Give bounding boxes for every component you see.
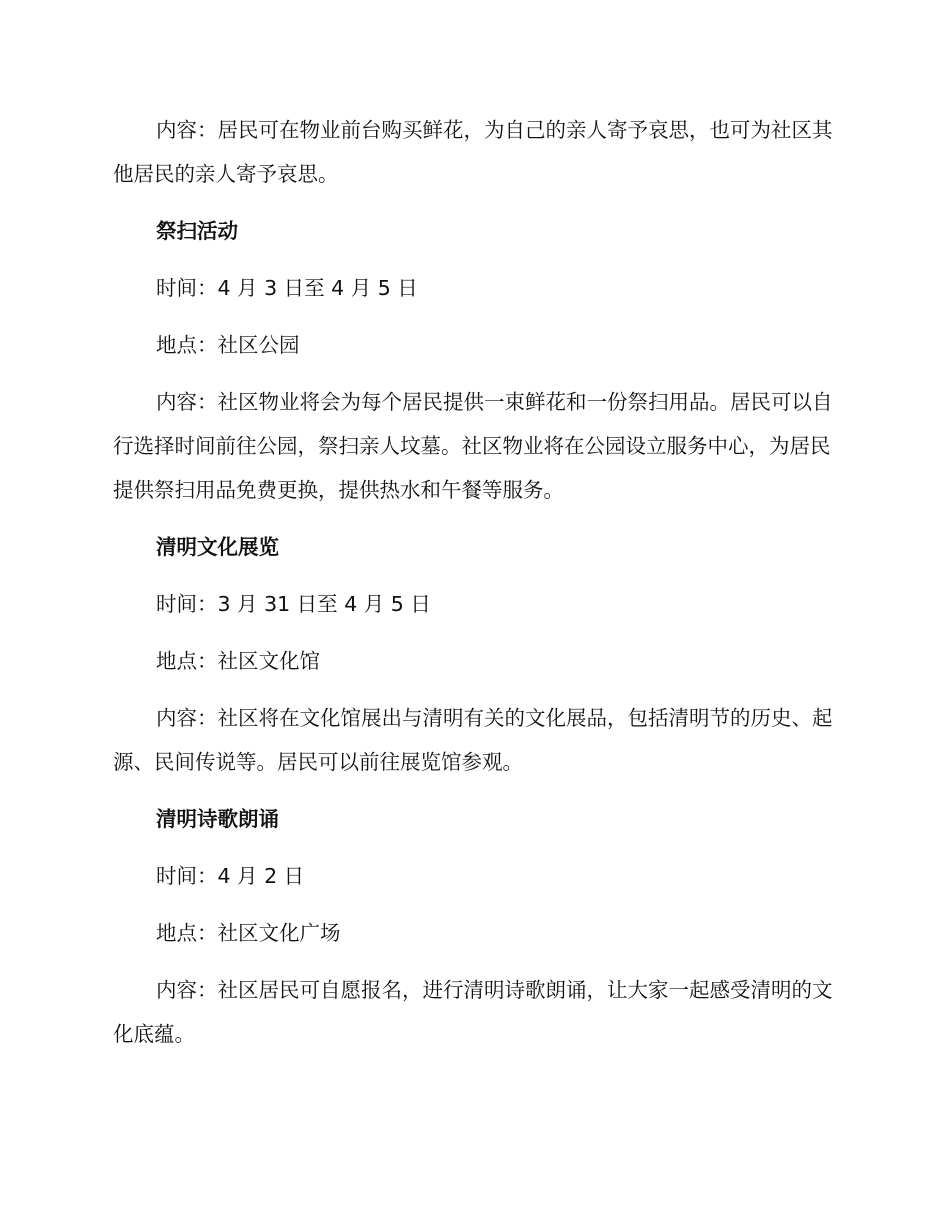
section-title: 清明诗歌朗诵 [156, 807, 279, 831]
section-content: 内容：社区居民可自愿报名，进行清明诗歌朗诵，让大家一起感受清明的文化底蕴。 [113, 978, 833, 1046]
section-place: 地点：社区文化广场 [156, 921, 341, 945]
section-exhibition [113, 525, 833, 784]
section-title: 祭扫活动 [156, 219, 238, 243]
section-place: 地点：社区公园 [156, 333, 300, 357]
section-content: 内容：社区将在文化馆展出与清明有关的文化展品，包括清明节的历史、起源、民间传说等。居民可以前往展览馆参观。 [113, 706, 833, 774]
section-time: 时间：4 月 3 日至 4 月 5 日 [156, 276, 418, 300]
document-body [113, 108, 833, 1069]
section-poetry [113, 797, 833, 1056]
section-title: 清明文化展览 [156, 535, 279, 559]
section-time: 时间：4 月 2 日 [156, 864, 305, 888]
section-sweeping [113, 209, 833, 512]
intro-content: 内容：居民可在物业前台购买鲜花，为自己的亲人寄予哀思，也可为社区其他居民的亲人寄予哀思。 [113, 118, 833, 186]
section-place: 地点：社区文化馆 [156, 649, 320, 673]
section-content: 内容：社区物业将会为每个居民提供一束鲜花和一份祭扫用品。居民可以自行选择时间前往公园，祭扫亲人坟墓。社区物业将在公园设立服务中心，为居民提供祭扫用品免费更换，提供热水和午餐等服务。 [113, 390, 833, 502]
section-time: 时间：3 月 31 日至 4 月 5 日 [156, 592, 431, 616]
